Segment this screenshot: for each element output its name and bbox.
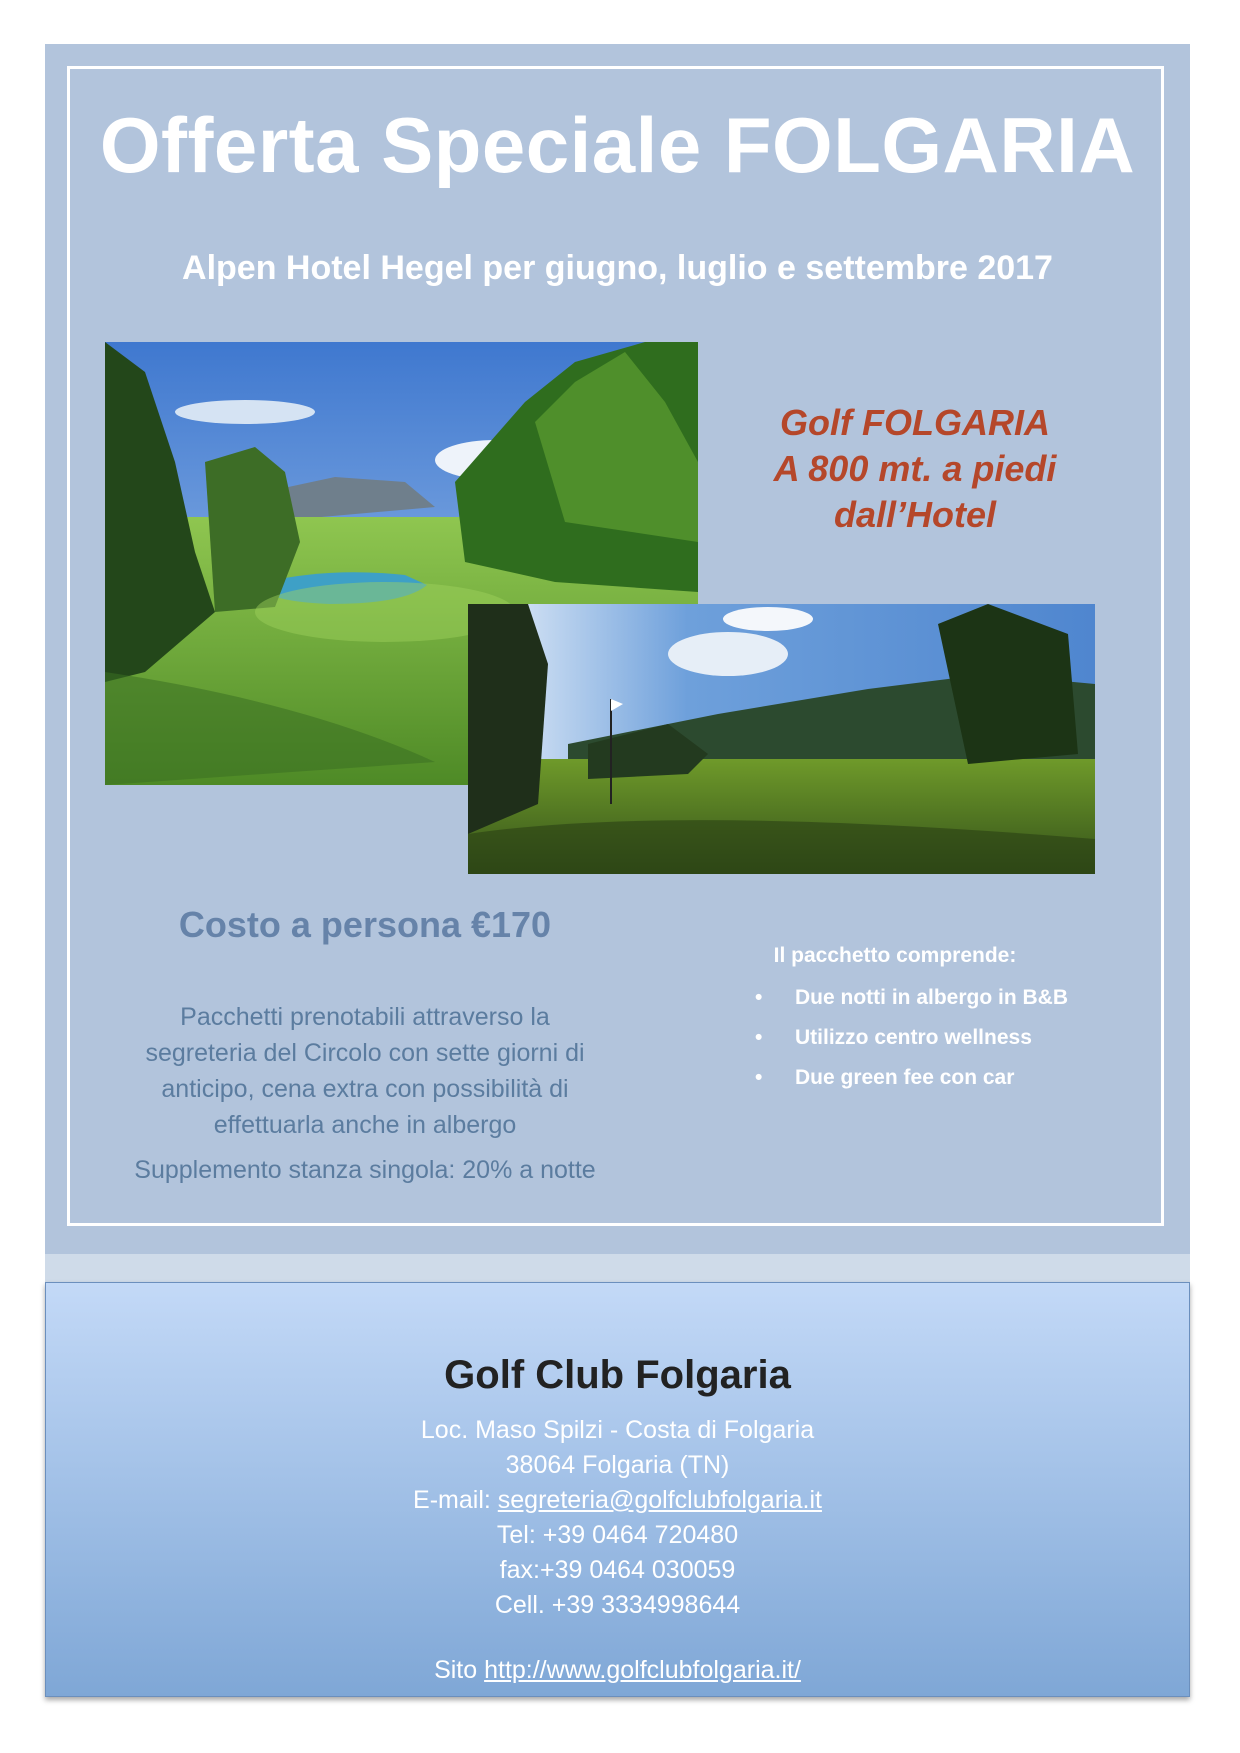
offer-poster xyxy=(45,44,1190,1254)
phone-line: Tel: +39 0464 720480 xyxy=(496,1521,739,1549)
cell-line: Cell. +39 3334998644 xyxy=(494,1591,741,1619)
package-list xyxy=(745,984,1145,1104)
golf-info-line: A 800 mt. a piedi xyxy=(773,448,1057,489)
contact-footer xyxy=(45,1282,1190,1697)
website-line xyxy=(46,1656,1189,1685)
booking-conditions-line: segreteria del Circolo con sette giorni di xyxy=(145,1039,585,1067)
website-label: Sito xyxy=(434,1656,485,1684)
bullet-icon: • xyxy=(755,1066,763,1089)
email-link[interactable]: segreteria@golfclubfolgaria.it xyxy=(497,1486,822,1514)
address-line: 38064 Folgaria (TN) xyxy=(505,1451,730,1479)
offer-subtitle: Alpen Hotel Hegel per giugno, luglio e settembre 2017 xyxy=(182,249,1053,287)
booking-conditions-line: anticipo, cena extra con possibilità di xyxy=(161,1075,569,1103)
single-room-supplement: Supplemento stanza singola: 20% a notte xyxy=(134,1156,596,1184)
package-item-label: Due green fee con car xyxy=(795,1066,1015,1089)
address-line: Loc. Maso Spilzi - Costa di Folgaria xyxy=(420,1416,815,1444)
price-per-person: Costo a persona €170 xyxy=(178,904,552,945)
bullet-icon: • xyxy=(755,1026,763,1049)
golf-distance-info xyxy=(745,400,1085,538)
booking-conditions-line: effettuarla anche in albergo xyxy=(213,1111,517,1139)
fax-line: fax:+39 0464 030059 xyxy=(499,1556,736,1584)
email-line xyxy=(46,1486,1189,1515)
package-item-label: Utilizzo centro wellness xyxy=(795,1026,1032,1049)
package-item-label: Due notti in albergo in B&B xyxy=(795,986,1068,1009)
separator-strip xyxy=(45,1254,1190,1282)
golf-info-line: Golf FOLGARIA xyxy=(780,402,1050,443)
golf-course-photo-sunset xyxy=(468,604,1095,874)
package-heading: Il pacchetto comprende: xyxy=(773,944,1017,967)
club-name: Golf Club Folgaria xyxy=(444,1353,791,1397)
bullet-icon: • xyxy=(755,986,763,1009)
booking-conditions xyxy=(105,999,625,1143)
list-item xyxy=(745,1064,1145,1104)
list-item xyxy=(745,1024,1145,1064)
booking-conditions-line: Pacchetti prenotabili attraverso la xyxy=(180,1003,550,1031)
offer-title: Offerta Speciale FOLGARIA xyxy=(99,101,1136,189)
email-label: E-mail: xyxy=(413,1486,498,1514)
golf-info-line: dall’Hotel xyxy=(833,494,997,535)
list-item xyxy=(745,984,1145,1024)
website-link[interactable]: http://www.golfclubfolgaria.it/ xyxy=(484,1656,801,1684)
